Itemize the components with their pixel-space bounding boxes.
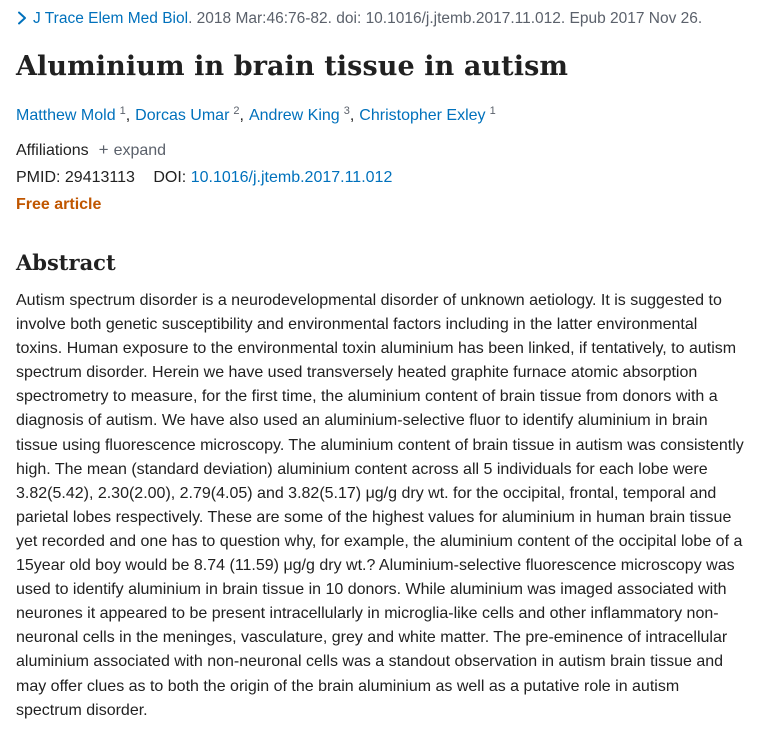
author-affiliation-number[interactable]: 1 [489,105,496,117]
pmid-value: 29413113 [64,169,135,186]
author-affiliation-number[interactable]: 1 [119,105,126,117]
article-title: Aluminium in brain tissue in autism [16,51,569,82]
citation-line [16,8,746,30]
author-affiliation-number[interactable]: 3 [343,105,350,117]
author-separator: , [239,107,244,124]
author-item [16,107,126,124]
plus-icon[interactable]: + [98,140,109,159]
citation-details: . 2018 Mar:46:76-82. doi: 10.1016/j.jtemb.2017.11.012. Epub 2017 Nov 26. [188,10,703,27]
affiliations-toggle[interactable] [16,139,746,162]
chevron-right-icon[interactable] [16,11,28,25]
author-link[interactable]: Christopher Exley [359,107,486,124]
author-separator: , [349,107,355,124]
journal-link[interactable]: J Trace Elem Med Biol [33,10,189,27]
free-article-badge: Free article [16,196,102,213]
author-item [249,107,350,124]
pmid-label: PMID: [16,169,61,186]
author-separator: , [125,107,131,124]
author-link[interactable]: Dorcas Umar [135,107,230,124]
author-link[interactable]: Matthew Mold [16,107,116,124]
article-page [16,8,746,723]
expand-label[interactable]: expand [113,142,167,159]
doi-link[interactable]: 10.1016/j.jtemb.2017.11.012 [190,169,393,186]
affiliations-label: Affiliations [16,142,89,159]
author-item [135,107,239,124]
author-item [359,107,495,124]
author-list [16,100,746,127]
doi-label: DOI: [153,169,187,186]
article-identifiers [16,167,746,189]
abstract-paragraph: Autism spectrum disorder is a neurodevelopmental disorder of unknown aetiology. It is suggested to involve both genetic susceptibility and environmental factors including in the latter environmental toxins. Human exposure to the environmental toxin aluminium has been linked, if tentatively, to autism spectrum disorder. Herein we have used transversely heated graphite furnace atomic absorption spectrometry to measure, for the first time, the aluminium content of brain tissue from donors with a diagnosis of autism. We have also used an aluminium-selective fluor to identify aluminium in brain tissue using fluorescence microscopy. The aluminium content of brain tissue in autism was consistently high. The mean (standard deviation) aluminium content across all 5 individuals for each lobe were 3.82(5.42), 2.30(2.00), 2.79(4.05) and 3.82(5.17) μg/g dry wt. for the occipital, frontal, temporal and parietal lobes respectively. These are some of the highest values for aluminium in human brain tissue yet recorded and one has to question why, for example, the aluminium content of the occipital lobe of a 15year old boy would be 8.74 (11.59) μg/g dry wt.? Aluminium-selective fluorescence microscopy was used to identify aluminium in brain tissue in 10 donors. While aluminium was imaged associated with neurones it appeared to be present intracellularly in microglia-like cells and other inflammatory non-neuronal cells in the meninges, vasculature, grey and white matter. The pre-eminence of intracellular aluminium associated with non-neuronal cells was a standout observation in autism brain tissue and may offer clues as to both the origin of the brain aluminium as well as a putative role in autism spectrum disorder. [16,292,744,719]
author-affiliation-number[interactable]: 2 [233,105,240,117]
abstract-heading: Abstract [16,250,116,275]
abstract-body [16,289,744,723]
author-link[interactable]: Andrew King [248,107,340,124]
